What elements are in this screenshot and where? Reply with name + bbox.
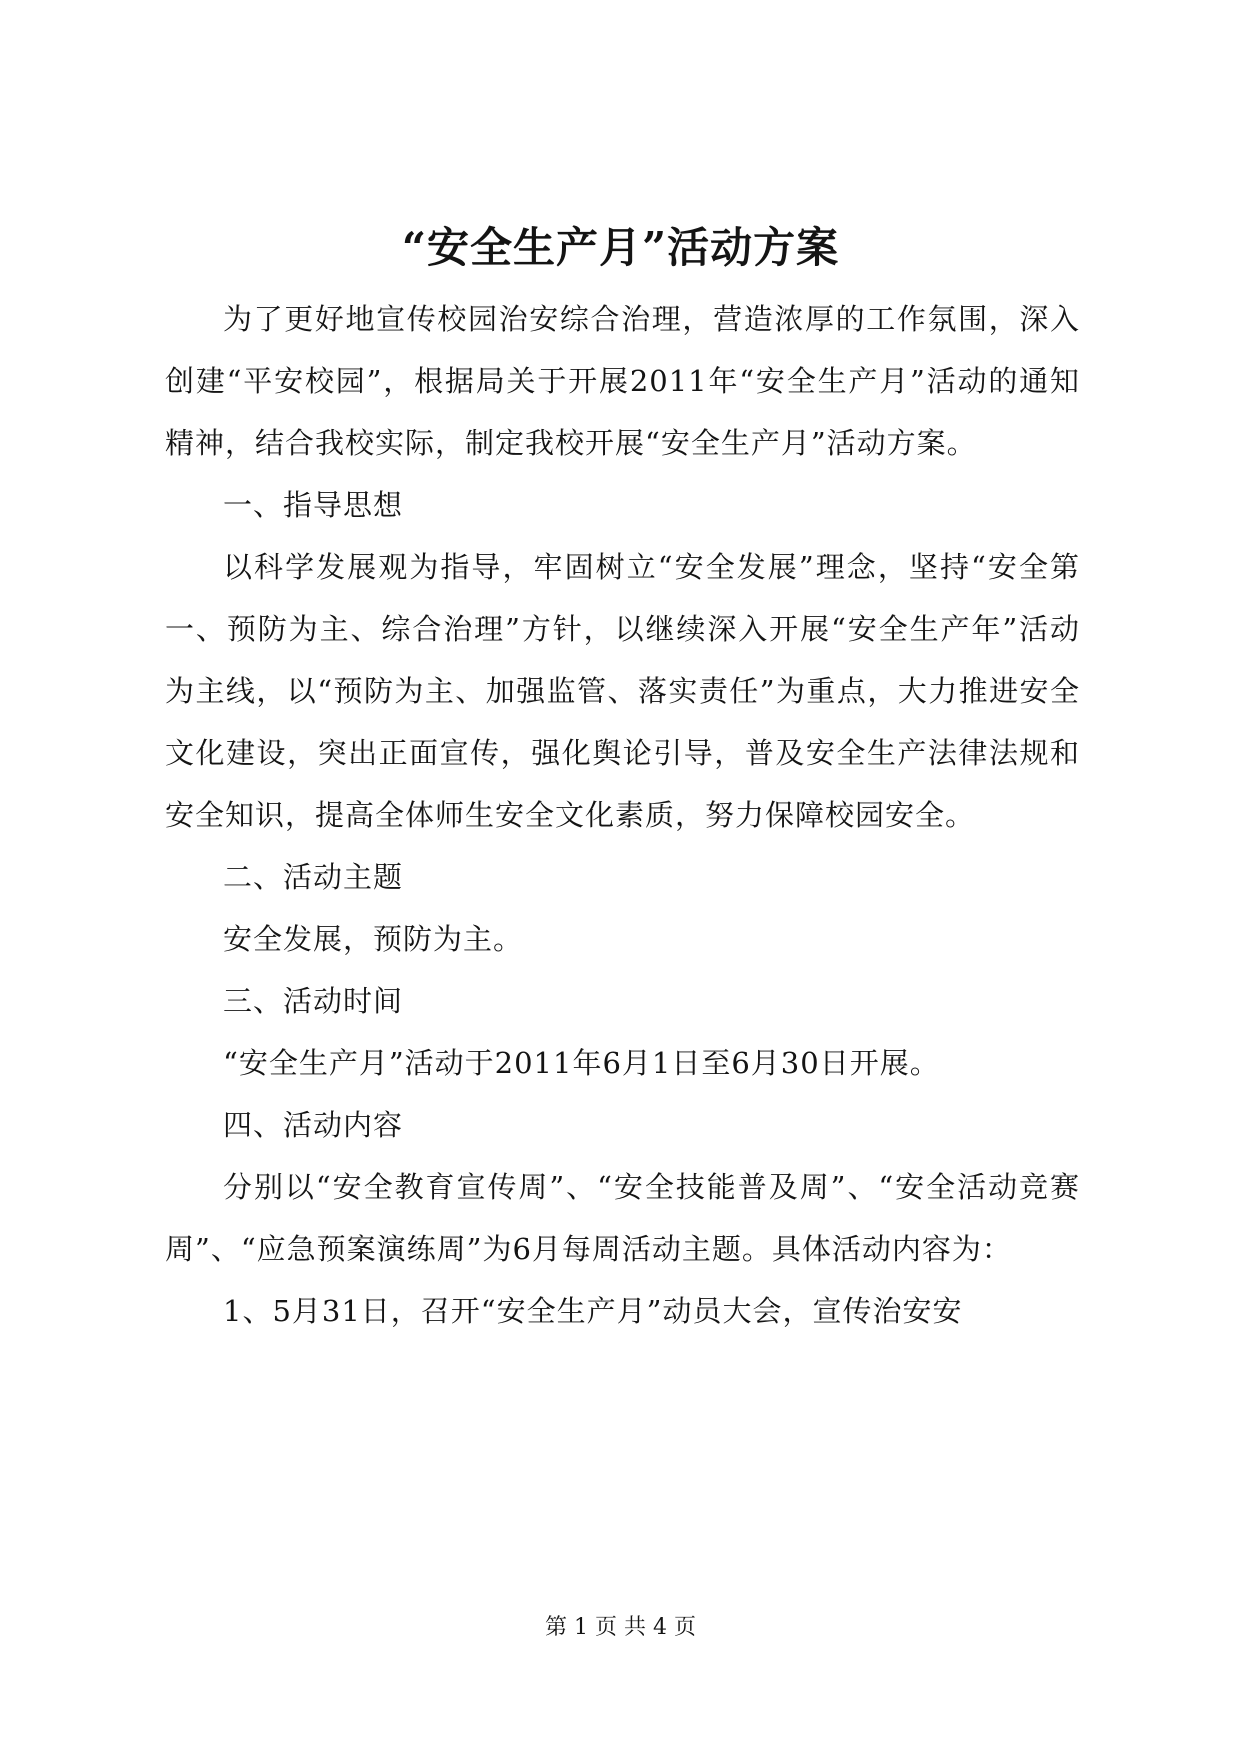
activity-content-paragraph: 分别以“安全教育宣传周”、“安全技能普及周”、“安全活动竞赛周”、“应急预案演练周”为6月每周活动主题。具体活动内容为： <box>165 1170 1080 1266</box>
intro-paragraph: 为了更好地宣传校园治安综合治理，营造浓厚的工作氛围，深入创建“平安校园”，根据局关于开展2011年“安全生产月”活动的通知精神，结合我校实际，制定我校开展“安全生产月”活动方案。 <box>165 302 1080 460</box>
activity-time-paragraph: “安全生产月”活动于2011年6月1日至6月30日开展。 <box>223 1046 940 1080</box>
activity-item-1: 1、5月31日，召开“安全生产月”动员大会，宣传治安安 <box>223 1294 963 1328</box>
document-body <box>165 288 1080 1342</box>
page-number-footer: 第 1 页 共 4 页 <box>545 1615 696 1640</box>
guiding-ideology-paragraph: 以科学发展观为指导，牢固树立“安全发展”理念，坚持“安全第一、预防为主、综合治理”方针，以继续深入开展“安全生产年”活动为主线，以“预防为主、加强监管、落实责任”为重点，大力推进安全文化建设，突出正面宣传，强化舆论引导，普及安全生产法律法规和安全知识，提高全体师生安全文化素质，努力保障校园安全。 <box>165 550 1080 832</box>
document-title: “安全生产月”活动方案 <box>401 223 840 272</box>
section-heading-activity-theme: 二、活动主题 <box>223 860 404 894</box>
section-heading-activity-time: 三、活动时间 <box>223 984 404 1018</box>
section-heading-activity-content: 四、活动内容 <box>223 1108 404 1142</box>
section-heading-guiding-ideology: 一、指导思想 <box>223 488 404 522</box>
activity-theme-paragraph: 安全发展，预防为主。 <box>223 922 524 956</box>
